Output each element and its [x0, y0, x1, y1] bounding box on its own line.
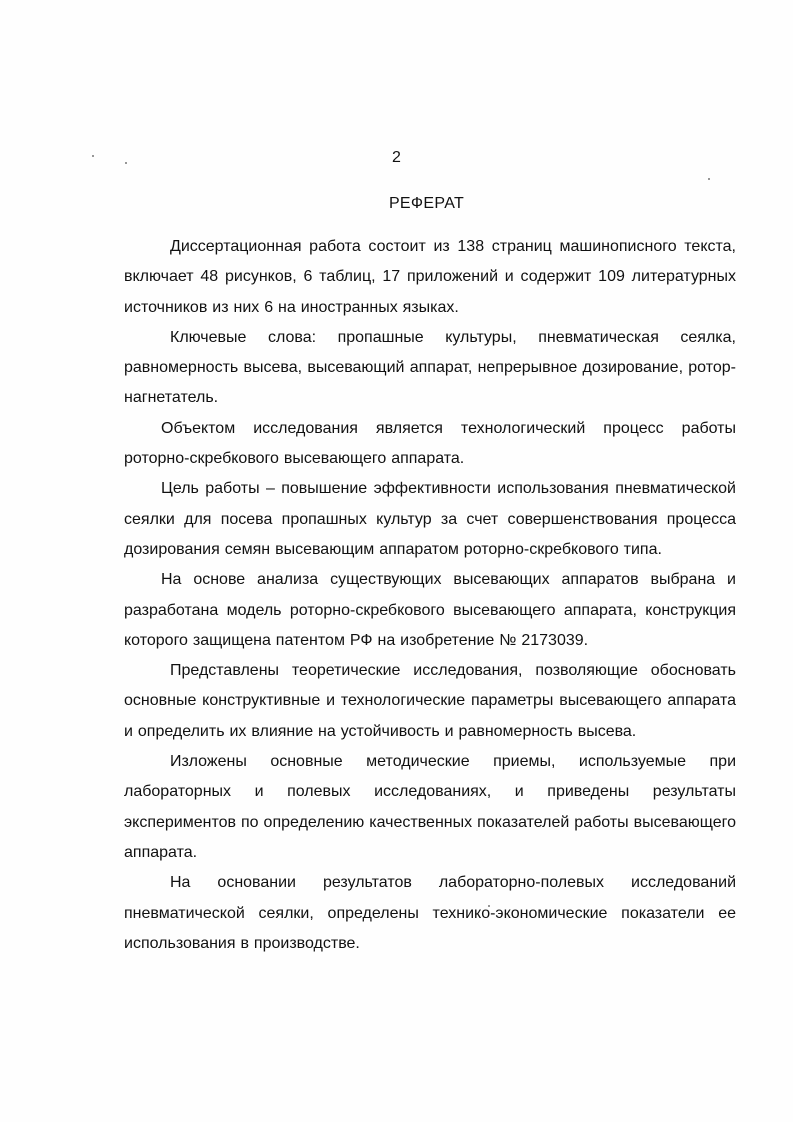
paragraph-model-development: На основе анализа существующих высевающих аппаратов выбрана и разработана модель роторно-скребкового высевающего аппарата, конструкция которого защищена патентом РФ на изобретение № 2173039. [124, 571, 736, 649]
paragraph-research-object: Объектом исследования является технологический процесс работы роторно-скребкового высевающего аппарата. [124, 419, 736, 468]
page-number: 2 [392, 149, 401, 166]
paragraph-keywords: Ключевые слова: пропашные культуры, пневматическая сеялка, равномерность высева, высевающий аппарат, непрерывное дозирование, ротор-нагнетатель. [124, 328, 736, 407]
abstract-heading: РЕФЕРАТ [388, 195, 465, 212]
paragraph-economic-indicators: На основании результатов лабораторно-полевых исследований пневматической сеялки, определены технико-экономические показатели ее использования в производстве. [124, 874, 736, 952]
paragraph-research-goal: Цель работы – повышение эффективности использования пневматической сеялки для посева пропашных культур за счет совершенствования процесса дозирования семян высевающим аппаратом роторно-скребкового типа. [124, 480, 736, 558]
scan-speck [708, 178, 710, 180]
paragraph-dissertation-volume: Диссертационная работа состоит из 138 страниц машинописного текста, включает 48 рисунков, 6 таблиц, 17 приложений и содержит 109 литературных источников из них 6 на иностранных языках. [124, 238, 736, 316]
paragraph-methods: Изложены основные методические приемы, используемые при лабораторных и полевых исследованиях, и приведены результаты экспериментов по определению качественных показателей работы высевающего аппарата. [124, 753, 736, 861]
paragraph-theoretical-studies: Представлены теоретические исследования, позволяющие обосновать основные конструктивные и технологические параметры высевающего аппарата и определить их влияние на устойчивость и равномерность высева. [124, 662, 736, 740]
abstract-body [124, 232, 736, 959]
